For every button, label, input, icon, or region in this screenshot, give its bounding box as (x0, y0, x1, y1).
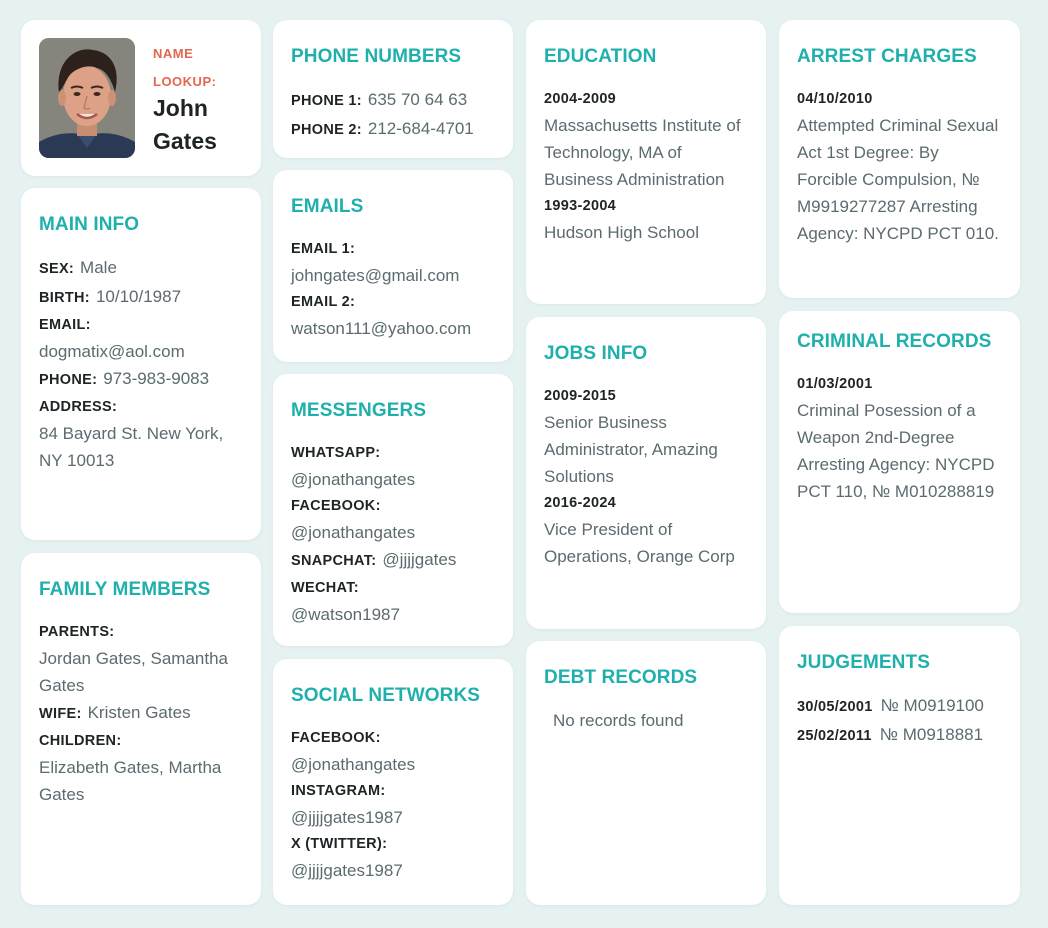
whatsapp-label: WHATSAPP: (291, 445, 381, 461)
social-networks-title: SOCIAL NETWORKS (291, 685, 481, 706)
jobs-info-title: JOBS INFO (544, 343, 648, 364)
judgements-title: JUDGEMENTS (797, 652, 930, 673)
criminal-date: 01/03/2001 (797, 376, 873, 392)
sex-row (39, 254, 243, 283)
job-2-desc: Vice President of Operations, Orange Corp (544, 520, 735, 566)
wife-row (39, 699, 243, 728)
wechat-label: WECHAT: (291, 580, 359, 596)
debt-records-title: DEBT RECORDS (544, 667, 698, 688)
instagram-value: @jjjjgates1987 (291, 808, 403, 827)
children-value: Elizabeth Gates, Martha Gates (39, 758, 222, 804)
judgement-2-row (797, 721, 1002, 750)
email-label: EMAIL: (39, 317, 91, 333)
phone-numbers-title: PHONE NUMBERS (291, 46, 462, 67)
family-title: FAMILY MEMBERS (39, 579, 211, 600)
jobs-info-card (526, 317, 766, 629)
sex-value: Male (80, 258, 117, 277)
email2-label: EMAIL 2: (291, 294, 356, 310)
phone-row (39, 365, 243, 394)
phone-value: 973-983-9083 (103, 369, 210, 388)
criminal-desc: Criminal Posession of a Weapon 2nd-Degree Arresting Agency: NYCPD PCT 110, № M010288819 (797, 401, 995, 501)
education-2-school: Hudson High School (544, 223, 699, 242)
emails-title: EMAILS (291, 196, 364, 217)
main-info-title: MAIN INFO (39, 214, 140, 235)
job-2-years: 2016-2024 (544, 495, 617, 511)
avatar (39, 38, 135, 158)
snapchat-value: @jjjjgates (382, 550, 457, 569)
education-1-school: Massachusetts Institute of Technology, MA of Business Administration (544, 116, 741, 189)
address-label: ADDRESS: (39, 399, 118, 415)
person-name: John Gates (153, 95, 217, 154)
phone2-row (291, 115, 495, 144)
snapchat-label: SNAPCHAT: (291, 553, 377, 569)
email2-value: watson111@yahoo.com (291, 319, 472, 338)
job-1-years: 2009-2015 (544, 388, 617, 404)
judgement-2-number: № M0918881 (879, 725, 984, 744)
x-twitter-value: @jjjjgates1987 (291, 861, 403, 880)
messengers-card (273, 374, 513, 646)
phone1-label: PHONE 1: (291, 93, 362, 109)
facebook-messenger-label: FACEBOOK: (291, 498, 381, 514)
person-photo-icon (39, 38, 135, 158)
judgement-1-date: 30/05/2001 (797, 699, 873, 715)
education-1-years: 2004-2009 (544, 91, 617, 107)
email-value: dogmatix@aol.com (39, 342, 185, 361)
facebook-social-value: @jonathangates (291, 755, 416, 774)
birth-label: BIRTH: (39, 290, 90, 306)
criminal-records-title: CRIMINAL RECORDS (797, 331, 992, 352)
main-info-card (21, 188, 261, 540)
family-card (21, 553, 261, 905)
sex-label: SEX: (39, 261, 75, 277)
facebook-social-label: FACEBOOK: (291, 730, 381, 746)
wife-value: Kristen Gates (87, 703, 191, 722)
phone-label: PHONE: (39, 372, 98, 388)
phone2-value: 212-684-4701 (367, 119, 474, 138)
arrest-charges-title: ARREST CHARGES (797, 46, 977, 67)
arrest-desc: Attempted Criminal Sexual Act 1st Degree: By Forcible Compulsion, № M9919277287 Arresting Agency: NYCPD PCT 010. (797, 116, 999, 243)
birth-row (39, 283, 243, 312)
children-label: CHILDREN: (39, 733, 122, 749)
education-2-years: 1993-2004 (544, 198, 617, 214)
judgement-1-row (797, 692, 1002, 721)
judgement-2-date: 25/02/2011 (797, 728, 872, 744)
phone2-label: PHONE 2: (291, 122, 362, 138)
judgements-card (779, 626, 1020, 905)
phone1-value: 635 70 64 63 (367, 90, 468, 109)
emails-card (273, 170, 513, 362)
arrest-date: 04/10/2010 (797, 91, 873, 107)
facebook-messenger-value: @jonathangates (291, 523, 416, 542)
wife-label: WIFE: (39, 706, 82, 722)
job-1-desc: Senior Business Administrator, Amazing Solutions (544, 413, 718, 486)
birth-value: 10/10/1987 (95, 287, 182, 306)
wechat-value: @watson1987 (291, 605, 400, 624)
social-networks-card (273, 659, 513, 905)
snapchat-row (291, 546, 495, 575)
debt-records-card (526, 641, 766, 905)
education-title: EDUCATION (544, 46, 657, 67)
education-card (526, 20, 766, 304)
criminal-records-card (779, 311, 1020, 613)
x-twitter-label: X (TWITTER): (291, 836, 388, 852)
parents-value: Jordan Gates, Samantha Gates (39, 649, 229, 695)
messengers-title: MESSENGERS (291, 400, 427, 421)
parents-label: PARENTS: (39, 624, 115, 640)
instagram-label: INSTAGRAM: (291, 783, 386, 799)
arrest-charges-card (779, 20, 1020, 298)
phone-numbers-card (273, 20, 513, 158)
address-value: 84 Bayard St. New York, NY 10013 (39, 424, 224, 470)
name-lookup-label: NAME LOOKUP: (153, 46, 217, 89)
email1-label: EMAIL 1: (291, 241, 356, 257)
phone1-row (291, 86, 495, 115)
judgement-1-number: № M0919100 (880, 696, 984, 715)
whatsapp-value: @jonathangates (291, 470, 416, 489)
profile-card (21, 20, 261, 176)
email1-value: johngates@gmail.com (291, 266, 460, 285)
no-records-text: No records found (553, 711, 684, 730)
